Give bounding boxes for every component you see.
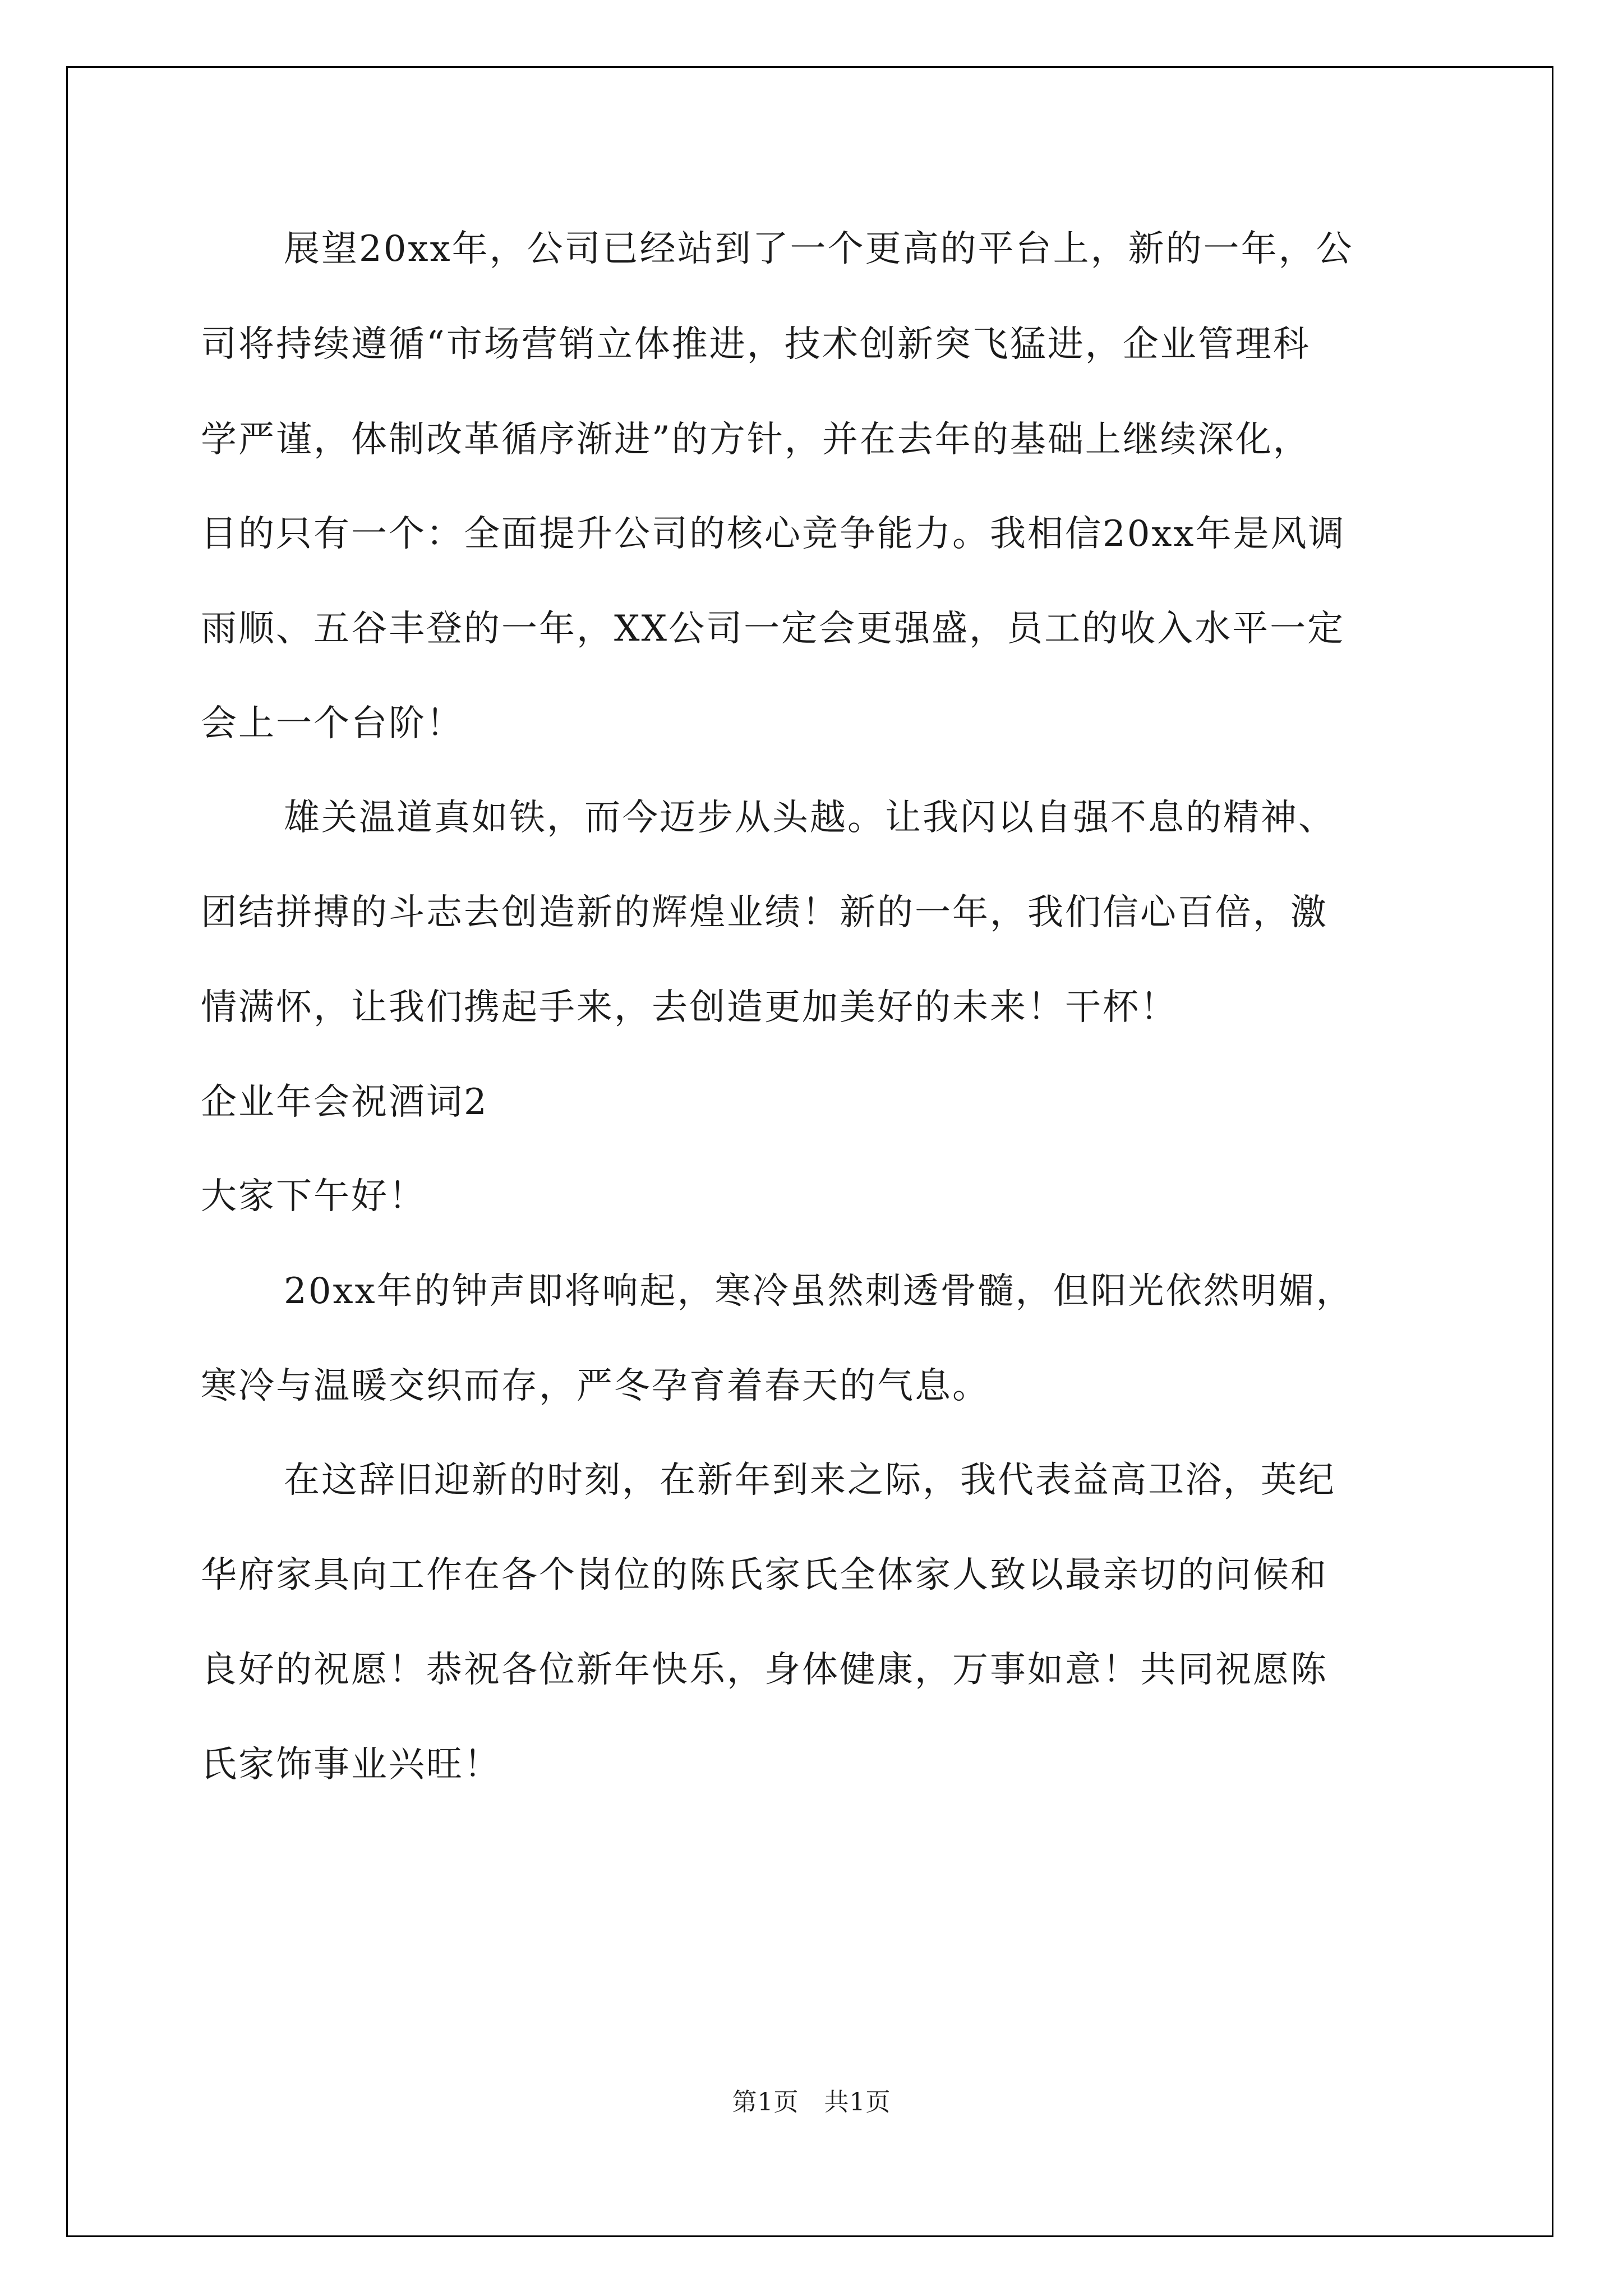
paragraph-line: 司将持续遵循“市场营销立体推进，技术创新突飞猛进，企业管理科: [201, 324, 1311, 365]
paragraph-line: 会上一个台阶！: [201, 703, 464, 744]
paragraph-line: 团结拼搏的斗志去创造新的辉煌业绩！新的一年，我们信心百倍，激: [201, 892, 1328, 933]
page-number: 第1页 共1页: [732, 2088, 891, 2116]
paragraph-line: 学严谨，体制改革循序渐进”的方针，并在去年的基础上继续深化，: [201, 419, 1311, 461]
paragraph-line: 氏家饰事业兴旺！: [201, 1744, 501, 1786]
section-heading: 企业年会祝酒词2: [201, 1082, 488, 1123]
paragraph-line: 华府家具向工作在各个岗位的陈氏家氏全体家人致以最亲切的问候和: [201, 1554, 1328, 1596]
paragraph-line: 目的只有一个：全面提升公司的核心竞争能力。我相信20xx年是风调: [201, 513, 1346, 555]
paragraph-line: 寒冷与温暖交织而存，严冬孕育着春天的气息。: [201, 1365, 990, 1407]
paragraph-line: 20xx年的钟声即将响起，寒冷虽然刺透骨髓，但阳光依然明媚，: [284, 1271, 1354, 1312]
page-border: [66, 66, 1553, 2237]
paragraph-line: 良好的祝愿！恭祝各位新年快乐，身体健康，万事如意！共同祝愿陈: [201, 1649, 1328, 1691]
paragraph-line: 在这辞旧迎新的时刻，在新年到来之际，我代表益高卫浴，英纪: [284, 1460, 1336, 1501]
paragraph-line: 展望20xx年，公司已经站到了一个更高的平台上，新的一年，公: [284, 228, 1354, 270]
paragraph-line: 雄关温道真如铁，而今迈步从头越。让我闪以自强不息的精神、: [284, 797, 1336, 839]
paragraph-line: 情满怀，让我们携起手来，去创造更加美好的未来！干杯！: [201, 987, 1178, 1028]
paragraph-line: 雨顺、五谷丰登的一年，XX公司一定会更强盛，员工的收入水平一定: [201, 608, 1345, 650]
greeting-line: 大家下午好！: [201, 1176, 426, 1217]
